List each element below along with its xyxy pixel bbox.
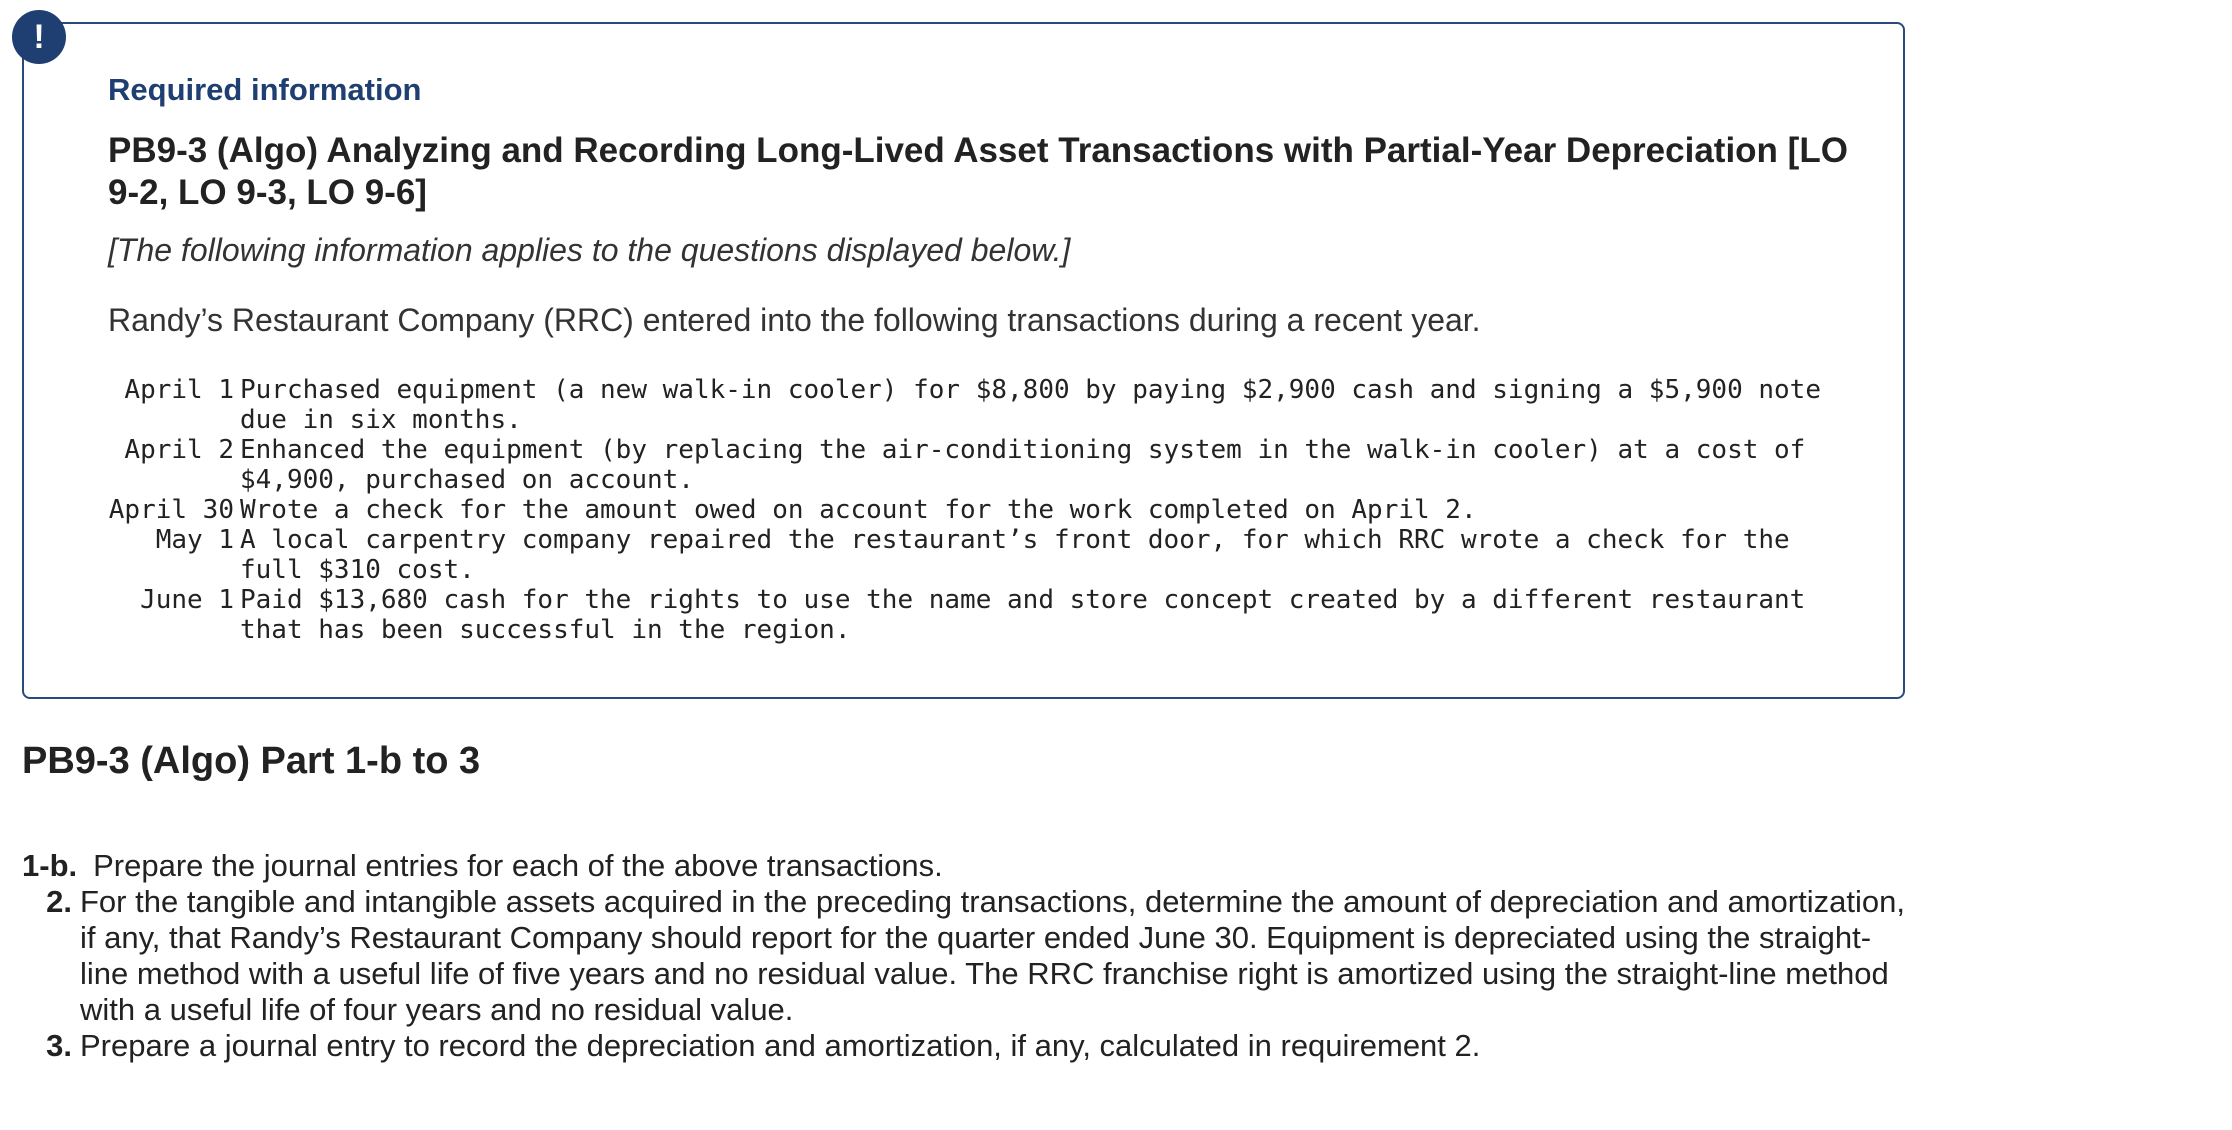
intro-note: [The following information applies to the questions displayed below.] xyxy=(108,232,1071,268)
transaction-description: Enhanced the equipment (by replacing the air-conditioning system in the walk-in cooler) at a cost of $4,900, purchased on account. xyxy=(240,435,1806,495)
transaction-row xyxy=(108,525,1830,585)
transaction-date: April 30 xyxy=(108,495,234,525)
transaction-description: A local carpentry company repaired the restaurant’s front door, for which RRC wrote a check for the full $310 cost. xyxy=(240,525,1790,585)
transactions-table xyxy=(108,375,1830,645)
transaction-description: Purchased equipment (a new walk-in cooler) for $8,800 by paying $2,900 cash and signing a $5,900 note due in six months. xyxy=(240,375,1821,435)
transaction-description: Paid $13,680 cash for the rights to use the name and store concept created by a different restaurant that has been successful in the region. xyxy=(240,585,1806,645)
part-title: PB9-3 (Algo) Part 1-b to 3 xyxy=(22,740,481,782)
transaction-description: Wrote a check for the amount owed on account for the work completed on April 2. xyxy=(240,495,1477,525)
requirement-item xyxy=(22,1028,1912,1064)
transaction-date: April 1 xyxy=(124,375,234,405)
scenario-text: Randy’s Restaurant Company (RRC) entered into the following transactions during a recent year. xyxy=(108,302,1481,338)
transaction-row xyxy=(108,585,1830,645)
requirement-item xyxy=(22,848,1912,884)
transaction-row xyxy=(108,495,1830,525)
requirement-number: 3. xyxy=(46,1028,72,1063)
requirement-number: 1-b. xyxy=(22,848,78,883)
requirement-text: Prepare a journal entry to record the depreciation and amortization, if any, calculated in requirement 2. xyxy=(80,1028,1481,1063)
transaction-date: May 1 xyxy=(155,525,234,555)
problem-title: PB9-3 (Algo) Analyzing and Recording Long-Lived Asset Transactions with Partial-Year Depreciation [LO 9-2, LO 9-3, LO 9-6] xyxy=(108,131,1848,212)
transaction-date: April 2 xyxy=(124,435,234,465)
required-info-label: Required information xyxy=(108,72,422,107)
transaction-row xyxy=(108,375,1830,435)
requirement-text: For the tangible and intangible assets acquired in the preceding transactions, determine the amount of depreciation and amortization, if any, that Randy’s Restaurant Company should report for the quarter ended June 30. Equipment is depreciated using the straight-line method with a useful life of five years and no residual value. The RRC franchise right is amortized using the straight-line method with a useful life of four years and no residual value. xyxy=(80,884,1905,1027)
exclamation-icon: ! xyxy=(12,10,66,64)
transaction-row xyxy=(108,435,1830,495)
transaction-date: June 1 xyxy=(140,585,234,615)
requirement-number: 2. xyxy=(46,884,72,919)
requirement-text: Prepare the journal entries for each of the above transactions. xyxy=(93,848,943,883)
requirements-list xyxy=(22,848,1912,1064)
requirement-item xyxy=(22,884,1912,1028)
